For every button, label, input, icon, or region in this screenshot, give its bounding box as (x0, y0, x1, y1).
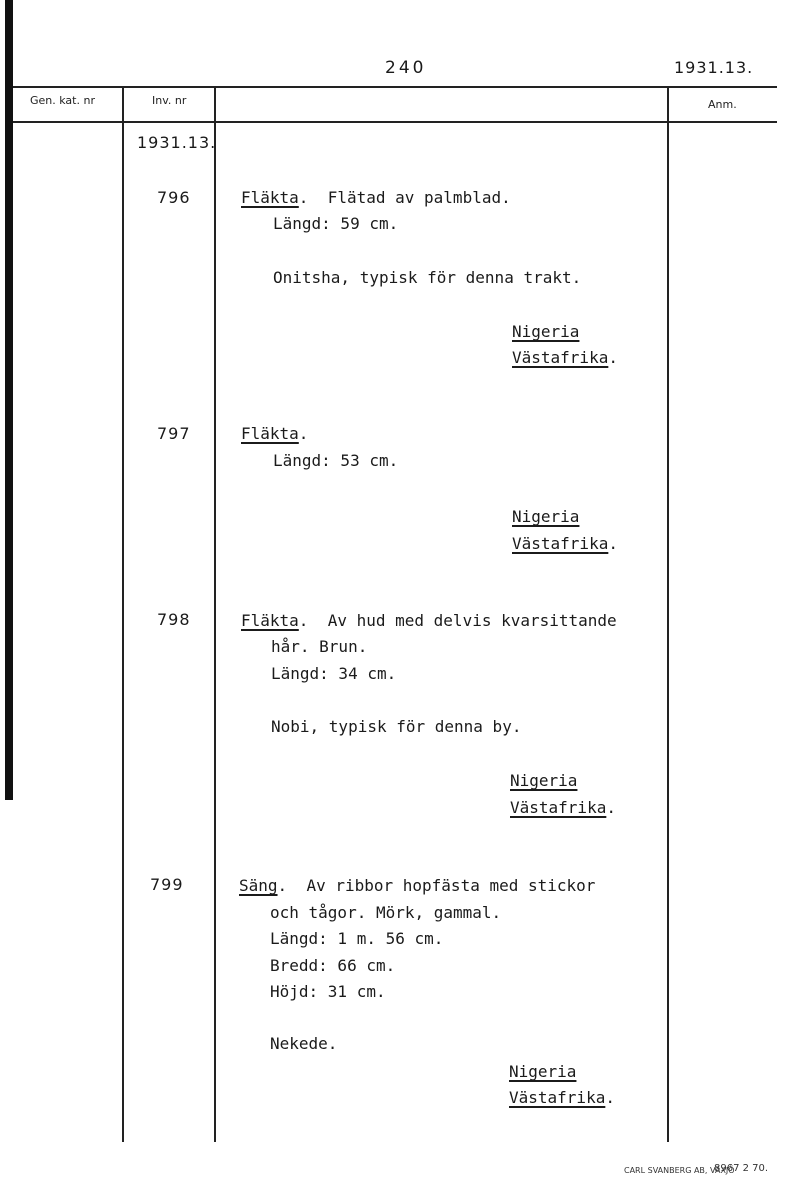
item-title: Fläkta (241, 611, 299, 630)
item-title: Säng (239, 876, 278, 895)
region-label: Nigeria (512, 322, 580, 341)
region-label: Nigeria (509, 1062, 577, 1081)
description-line: Längd: 34 cm. (271, 664, 397, 683)
page-number: 240 (385, 58, 427, 78)
description-line: Bredd: 66 cm. (270, 956, 396, 975)
catalog-reference: 1931.13. (674, 58, 754, 77)
column-header-anm: Anm. (708, 98, 737, 111)
area-label: Västafrika. (512, 534, 618, 553)
header-bottom-rule (13, 121, 777, 123)
binding-edge (5, 0, 13, 800)
column-header-inv: Inv. nr (152, 94, 187, 107)
area-label: Västafrika. (512, 348, 618, 367)
inventory-number: 796 (157, 188, 191, 207)
inventory-number: 797 (157, 424, 191, 443)
collection-label: 1931.13. (137, 133, 217, 152)
description-line: Av ribbor hopfästa med stickor (306, 876, 596, 895)
inventory-number: 799 (150, 875, 184, 894)
column-divider-3 (667, 88, 669, 1142)
description-line: Flätad av palmblad. (327, 188, 511, 207)
area-label: Västafrika. (509, 1088, 615, 1107)
inventory-number: 798 (157, 610, 191, 629)
entry-title-line: Fläkta. (241, 424, 309, 443)
item-title: Fläkta (241, 424, 299, 443)
description-line: Höjd: 31 cm. (270, 982, 386, 1001)
entry-title-line: Fläkta. Flätad av palmblad. (241, 188, 511, 207)
entry-title-line: Säng. Av ribbor hopfästa med stickor (239, 876, 596, 895)
header-top-rule (13, 86, 777, 88)
description-line: Nobi, typisk för denna by. (271, 717, 522, 736)
item-title: Fläkta (241, 188, 299, 207)
region-label: Nigeria (510, 771, 578, 790)
column-header-gen-kat: Gen. kat. nr (30, 94, 95, 107)
region-label: Nigeria (512, 507, 580, 526)
area-label: Västafrika. (510, 798, 616, 817)
description-line: Längd: 53 cm. (273, 451, 399, 470)
description-line: och tågor. Mörk, gammal. (270, 903, 502, 922)
column-divider-2 (214, 88, 216, 1142)
description-line: Onitsha, typisk för denna trakt. (273, 268, 582, 287)
description-line: Längd: 59 cm. (273, 214, 399, 233)
printer-imprint: CARL SVANBERG AB, VÄXJÖ (624, 1166, 735, 1175)
description-line: hår. Brun. (271, 637, 368, 656)
column-divider-1 (122, 88, 124, 1142)
description-line: Nekede. (270, 1034, 338, 1053)
description-line: Av hud med delvis kvarsittande (327, 611, 617, 630)
form-code: 8967 2 70. (714, 1163, 769, 1174)
entry-title-line: Fläkta. Av hud med delvis kvarsittande (241, 611, 617, 630)
description-line: Längd: 1 m. 56 cm. (270, 929, 444, 948)
